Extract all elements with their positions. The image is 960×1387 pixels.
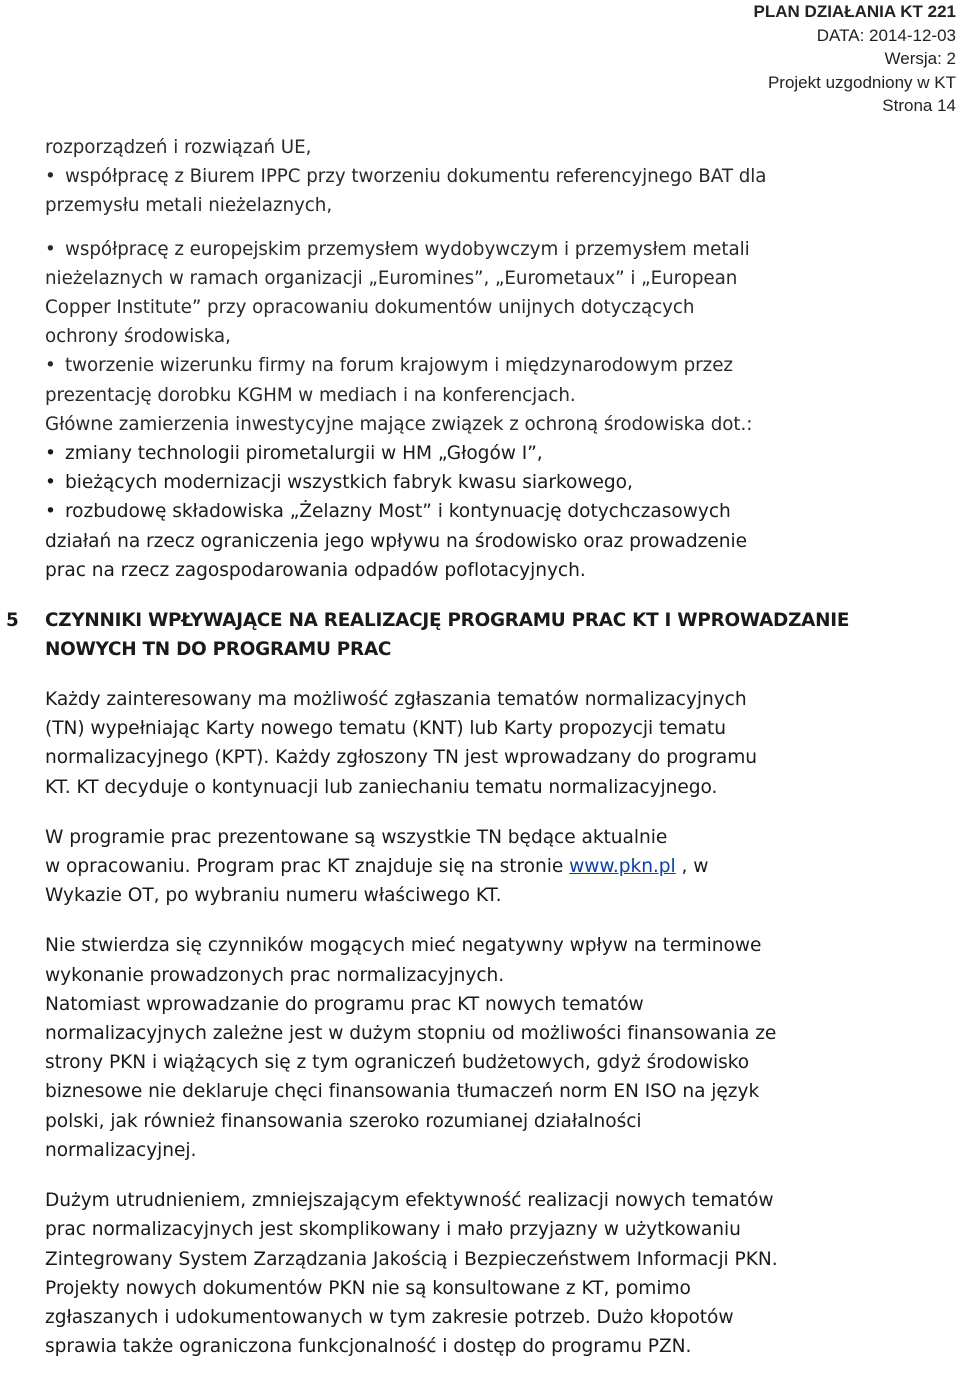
- text-line: wykonanie prowadzonych prac normalizacyjnych.: [45, 964, 505, 986]
- page-number: Strona 14: [882, 96, 956, 115]
- text-segment: , w: [675, 856, 709, 878]
- text-line: rozporządzeń i rozwiązań UE,: [45, 137, 312, 158]
- document-date: DATA: 2014-12-03: [816, 25, 956, 45]
- section-heading-line: CZYNNIKI WPŁYWAJĄCE NA REALIZACJĘ PROGRAMU PRAC KT I WPROWADZANIE: [45, 610, 850, 632]
- document-status: Projekt uzgodniony w KT: [767, 72, 956, 92]
- text-line: Główne zamierzenia inwestycyjne mające związek z ochroną środowiska dot.:: [45, 413, 753, 435]
- text-line: Natomiast wprowadzanie do programu prac KT nowych tematów: [45, 993, 644, 1015]
- bullet-text: bieżących modernizacji wszystkich fabryk kwasu siarkowego,: [65, 472, 633, 494]
- text-line: sprawia także ograniczona funkcjonalność i dostęp do programu PZN.: [45, 1336, 692, 1358]
- text-line: prac na rzecz zagospodarowania odpadów poflotacyjnych.: [45, 559, 586, 581]
- text-line: Nie stwierdza się czynników mogących mieć negatywny wpływ na terminowe: [45, 935, 762, 957]
- text-line: Każdy zainteresowany ma możliwość zgłaszania tematów normalizacyjnych: [45, 689, 747, 711]
- text-line: strony PKN i wiążących się z tym ograniczeń budżetowych, gdyż środowisko: [45, 1052, 750, 1074]
- text-line: prac normalizacyjnych jest skomplikowany i mało przyjazny w użytkowaniu: [45, 1219, 741, 1241]
- text-line: nieżelaznych w ramach organizacji „Euromines”, „Eurometaux” i „European: [45, 267, 738, 289]
- text-line: normalizacyjnych zależne jest w dużym stopniu od możliwości finansowania ze: [45, 1023, 777, 1045]
- section-heading: [6, 606, 957, 664]
- text-line: przemysłu metali nieżelaznych,: [45, 195, 333, 217]
- paragraph: [45, 685, 957, 802]
- document-version: Wersja: 2: [884, 49, 956, 68]
- text-line: normalizacyjnej.: [45, 1139, 197, 1161]
- text-line: prezentację dorobku KGHM w mediach i na konferencjach.: [45, 384, 576, 406]
- bullet-text: rozbudowę składowiska „Żelazny Most” i kontynuację dotychczasowych: [65, 501, 731, 523]
- text-line: zgłaszanych i udokumentowanych w tym zakresie potrzeb. Dużo kłopotów: [45, 1306, 734, 1328]
- text-line: W programie prac prezentowane są wszystkie TN będące aktualnie: [45, 826, 668, 848]
- pkn-website-link[interactable]: www.pkn.pl: [569, 856, 676, 878]
- paragraph: [45, 823, 957, 911]
- text-line: [45, 852, 957, 881]
- bullet-text: współpracę z europejskim przemysłem wydobywczym i przemysłem metali: [65, 238, 750, 260]
- text-line: Projekty nowych dokumentów PKN nie są konsultowane z KT, pomimo: [45, 1277, 691, 1299]
- document-body: [6, 133, 957, 1361]
- paragraph: [45, 931, 957, 1165]
- bullet-item: [45, 439, 957, 468]
- section-heading-line: NOWYCH TN DO PROGRAMU PRAC: [45, 639, 392, 661]
- text-line: działań na rzecz ograniczenia jego wpływu na środowisko oraz prowadzenie: [45, 530, 747, 552]
- bullet-item: [45, 162, 957, 191]
- intro-block: [45, 133, 957, 585]
- text-line: normalizacyjnego (KPT). Każdy zgłoszony TN jest wprowadzany do programu: [45, 747, 757, 769]
- section-number: 5: [6, 610, 19, 632]
- bullet-text: tworzenie wizerunku firmy na forum krajowym i międzynarodowym przez: [65, 355, 733, 377]
- page-header: [754, 0, 956, 118]
- text-line: Copper Institute” przy opracowaniu dokumentów unijnych dotyczących: [45, 297, 695, 319]
- paragraph: [45, 1186, 957, 1361]
- bullet-item: [45, 235, 957, 264]
- document-title: PLAN DZIAŁANIA KT 221: [753, 2, 956, 21]
- bullet-text: zmiany technologii pirometalurgii w HM „Głogów I”,: [65, 443, 543, 465]
- text-line: Wykazie OT, po wybraniu numeru właściwego KT.: [45, 885, 502, 907]
- bullet-item: [45, 497, 957, 526]
- text-line: (TN) wypełniając Karty nowego tematu (KNT) lub Karty propozycji tematu: [45, 718, 726, 740]
- bullet-text: współpracę z Biurem IPPC przy tworzeniu dokumentu referencyjnego BAT dla: [65, 166, 767, 188]
- text-line: polski, jak również finansowania szeroko rozumianej działalności: [45, 1110, 642, 1132]
- text-line: Dużym utrudnieniem, zmniejszającym efektywność realizacji nowych tematów: [45, 1190, 774, 1212]
- text-line: Zintegrowany System Zarządzania Jakością i Bezpieczeństwem Informacji PKN.: [45, 1248, 778, 1270]
- bullet-item: [45, 351, 957, 380]
- text-segment: w opracowaniu. Program prac KT znajduje się na stronie: [45, 856, 570, 878]
- text-line: ochrony środowiska,: [45, 326, 231, 348]
- bullet-item: [45, 468, 957, 497]
- text-line: KT. KT decyduje o kontynuacji lub zaniechaniu tematu normalizacyjnego.: [45, 776, 718, 798]
- text-line: biznesowe nie deklaruje chęci finansowania tłumaczeń norm EN ISO na język: [45, 1081, 760, 1103]
